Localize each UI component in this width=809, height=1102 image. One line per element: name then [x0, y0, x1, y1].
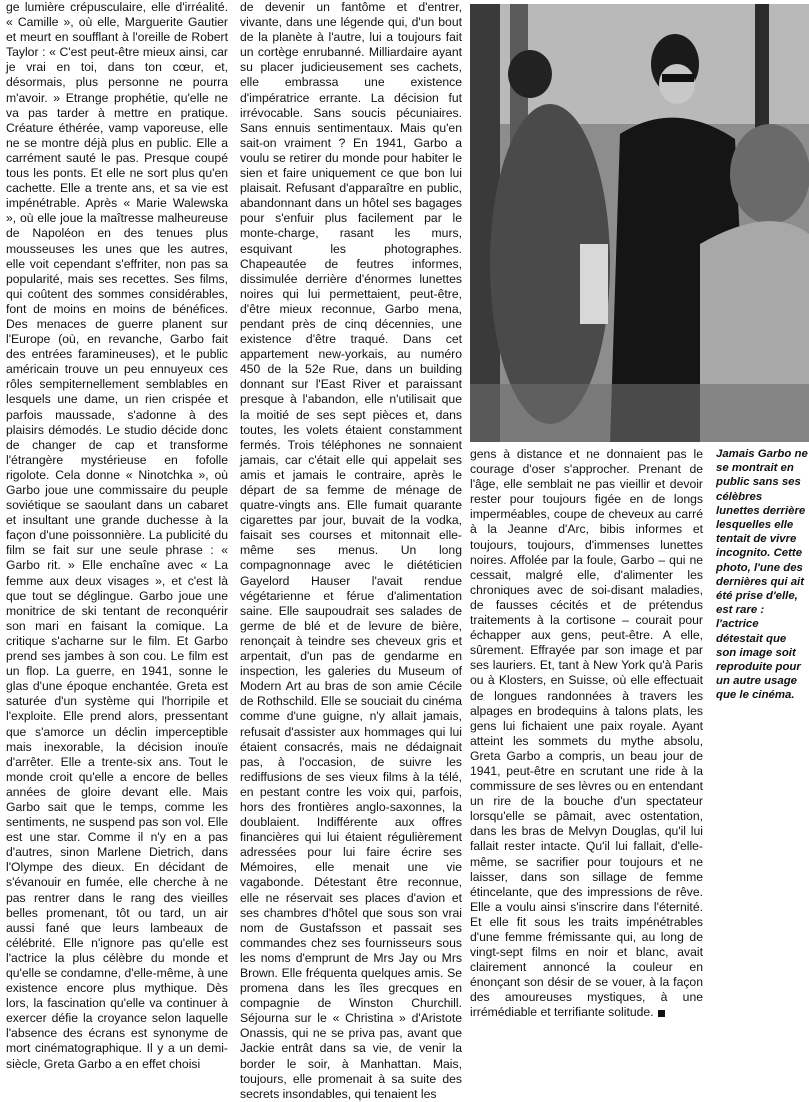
column-2-text: de devenir un fantôme et d'entrer, vivante, dans une légende qui, d'un bout de la planète à l'autre, lui a toujours fait un cortège enrubanné. Milliardaire ayant su placer judicieusement ses cachets, elle embrassa une existence d'impératrice errante. La décision fut irrévocable. Sans soucis pécuniaires. Sans ennuis sentimentaux. Mais qu'en sait-on vraiment ? En 1941, Garbo a voulu se retirer du monde pour habiter le sien et faire uniquement ce que bon lui plaisait. Refusant d'apparaître en public, abandonnant dans un hôtel ses bagages pour s'enfuir plus facilement par le monte-charge, rasant les murs, esquivant les photographes. Chapeautée de feutres informes, dissimulée derrière d'énormes lunettes noires qui lui permettaient, peut-être, d'être mieux reconnue, Garbo mena, pendant près de cinq décennies, une existence d'être traqué. Dans cet appartement new-yorkais, au numéro 450 de la 52e Rue, dans un building donnant sur l'East River et paraissant presque à l'abandon, elle n'utilisait que la moitié de ses sept pièces et, dans toutes, les volets étaient constamment fermés. Trois téléphones ne sonnaient jamais, car c'était elle qui appelait ses amis et jamais le contraire, après le départ de sa femme de ménage de quatre-vingts ans. Elle fumait quarante cigarettes par jour, buvait de la vodka, faisait ses courses et mitonnait elle-même ses menus. Un long compagnonnage avec le diététicien Gayelord Hauser l'avait rendue végétarienne et férue d'alimentation saine. Elle saupoudrait ses salades de germe de blé et de levure de bière, renonçait à teindre ses cheveux gris et arpentait, d'un pas de gendarme en inspection, les galeries du Museum of Modern Art au bras de son amie Cécile de Rothschild. Elle se souciait du cinéma comme d'une guigne, n'y allait jamais, refusait d'assister aux hommages qui lui étaient consacrés, mais ne dédaignait pas, à l'occasion, de suivre les rediffusions de ses vieux films à la télé, en pestant contre les voix qui, parfois, hors des frontières anglo-saxonnes, la doublaient. Indifférente aux offres financières qui lui étaient régulièrement adressées pour lui faire écrire ses Mémoires, elle menait une vie vagabonde. Détestant être reconnue, elle ne réservait ses places d'avion et ses chambres d'hôtel que sous son vrai nom de Gustafsson et passait ses commandes chez ses fournisseurs sous les noms d'emprunt de Mrs Jay ou Mrs Brown. Elle fréquenta quelques amis. Se promena dans les îles grecques en compagnie de Winston Churchill. Séjourna sur le « Christina » d'Aristote Onassis, qui ne se priva pas, avant que Jackie entrât dans sa vie, de venir la border le soir, à Manhattan. Mais, toujours, elle promenait à sa suite des secrets insondables, qui tenaient les — [240, 0, 462, 1101]
article-column-3 — [470, 447, 703, 1021]
column-3-text: gens à distance et ne donnaient pas le courage d'oser s'approcher. Prenant de l'âge, elle semblait ne pas vieillir et devoir rester pour toujours figée en de longs imperméables, coupe de cheveux au carré à la Jeanne d'Arc, bibis informes et toujours, toujours, d'immenses lunettes noires. Affolée par la foule, Garbo – qui ne cessait, malgré elle, d'alimenter les chroniques avec de soi-disant maladies, de fausses cécités et de prétendus traitements à la cortisone – courait pour échapper aux gens, peut-être. A elle, sûrement. Effrayée par son image et par ses lauriers. Et, tant à New York qu'à Paris ou à Klosters, en Suisse, où elle effectuait de longues randonnées à travers les alpages en brodequins à talons plats, les gens lui fichaient une paix royale. Ayant atteint les sommets du mythe absolu, Greta Garbo a compris, un beau jour de 1941, peut-être en scrutant une ride à la commissure de ses lèvres ou en entendant un rire de la bouche d'un spectateur lorsqu'elle se pâmait, avec ostentation, dans les bras de Melvyn Douglas, qu'il lui fallait rester intacte. Qu'il lui fallait, d'elle-même, se sacrifier pour toujours et ne laisser, dans son sillage de femme étincelante, que des impressions de rêve. Elle a voulu ainsi s'inscrire dans l'éternité. Et elle fit sous les traits impénétrables d'une femme frémissante qui, au long de vingt-sept films en noir et blanc, avait clairement annoncé la couleur en énonçant son désir de se vouer, à la façon des amoureuses mystiques, à une irrémédiable et terrifiante solitude. — [470, 447, 703, 1020]
end-of-article-mark — [658, 1010, 665, 1017]
article-column-2 — [240, 0, 462, 1102]
article-column-1 — [6, 0, 228, 1072]
garbo-street-photo — [470, 4, 809, 442]
column-1-text: ge lumière crépusculaire, elle d'irréalité. « Camille », où elle, Marguerite Gautier et meurt en soufflant à l'oreille de Robert Taylor : « C'est peut-être mieux ainsi, car je vrai en toi, dans ton cœur, et, désormais, plus personne ne pourra m'avoir. » Etrange prophétie, qu'elle ne va pas tarder à mettre en pratique. Créature éthérée, vamp vaporeuse, elle ne se montre déjà plus en public. Elle a carrément sauté le pas. Presque coupé tous les ponts. Et elle ne sort plus qu'en cachette. Elle a trente ans, et sa vie est impénétrable. Après « Marie Walewska », où elle joue la maîtresse malheureuse de Napoléon en des tenues plus mousseuses les unes que les autres, elle voit cependant s'effriter, non pas sa popularité, mais ses recettes. Ses films, qui coûtent des sommes considérables, font de moins en moins de bénéfices. Des menaces de guerre planent sur l'Europe (où, en revanche, Garbo fait des entrées faramineuses), et le public américain trouve un peu ennuyeux ces rôles sempiternellement semblables en lesquels une dame, un rien crispée et parfois maussade, s'adonne à des plaisirs démodés. Le studio décide donc de changer de cap et transforme l'étrangère mystérieuse en fofolle rigolote. Cela donne « Ninotchka », où Garbo joue une commissaire du peuple soviétique se saoulant dans un cabaret et insultant une grande duchesse à la façon d'une poissonnière. La publicité du film se fait sur une seule phrase : « Garbo rit. » Elle enchaîne avec « La femme aux deux visages », et c'est là que tout se déglingue. Garbo joue une monitrice de ski tentant de reconquérir son mari en faisant la comique. La critique s'acharne sur le film. Et Garbo prend ses jambes à son cou. Le film est un flop. La guerre, en 1941, sonne le glas d'une époque enchantée. Greta est saturée d'un système qui l'horripile et l'exploite. Elle prend alors, pressentant que s'amorce un déclin imperceptible mais inexorable, la décision inouïe d'arrêter. Elle a trente-six ans. Tout le monde croit qu'elle a encore de belles années de gloire devant elle. Mais Garbo sait que le temps, comme les sentiments, ne suspend pas son vol. Elle est une star. Comme il n'y en a pas d'autres, sinon Marlene Dietrich, dans l'Olympe des dieux. En décidant de s'évanouir en fumée, elle cherche à ne pas rentrer dans le rang des vieilles belles promenant, tôt ou tard, un air aussi fané que leurs lambeaux de célébrité. Elle n'ignore pas qu'elle est l'actrice la plus célèbre du monde et qu'elle se condamne, d'elle-même, à une existence encore plus mythique. Dès lors, la fascination qu'elle va continuer à exercer défie la croyance selon laquelle l'absence des écrans est synonyme de mort cinématographique. Il y a un demi-siècle, Greta Garbo a en effet choisi — [6, 0, 228, 1071]
photo-image-icon — [470, 4, 809, 442]
photo-caption: Jamais Garbo ne se montrait en public sans ses célèbres lunettes derrière lesquelles elle tentait de vivre incognito. Cette photo, l'une des dernières qui ait été prise d'elle, est rare : l'actrice détestait que son image soit reproduite pour un autre usage que le cinéma. — [716, 448, 808, 702]
